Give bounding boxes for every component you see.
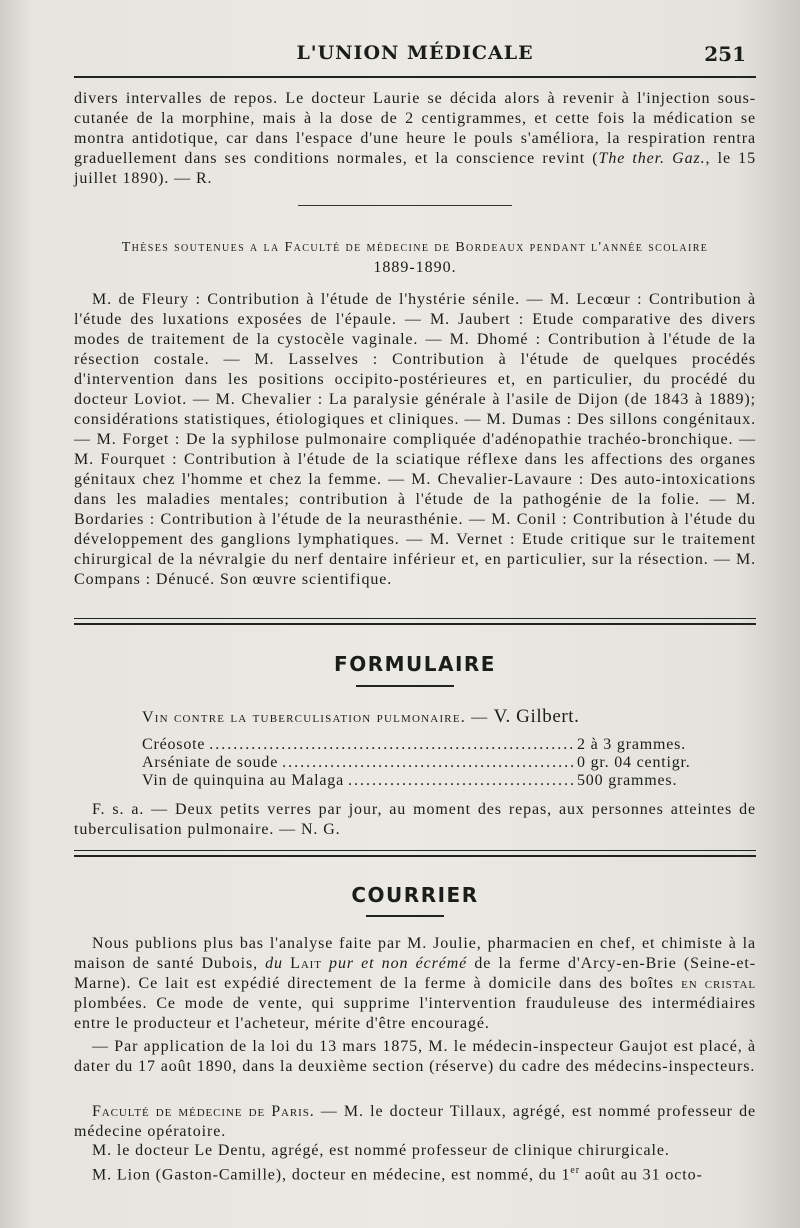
- courrier-text: Nous publions plus bas l'analyse faite par M. Joulie, pharmacien en chef, et chimiste à la maison de santé Dubois,: [74, 935, 756, 972]
- recipe-name: Vin contre la tuberculisation pulmonaire. —: [142, 709, 489, 726]
- recipe-author: V. Gilbert.: [493, 706, 580, 727]
- page-header: [74, 40, 756, 70]
- courrier-text: — M. le docteur Tillaux, agrégé, est nommé professeur de médecine opératoire.: [74, 1103, 756, 1140]
- instructions-text: F. s. a. — Deux petits verres par jour, au moment des repas, aux personnes atteintes de tuberculisation pulmonaire. — N. G.: [74, 801, 756, 838]
- theses-list: [74, 290, 756, 590]
- formulaire-heading: FORMULAIRE: [334, 652, 496, 676]
- courrier-text: août au 31 octo-: [579, 1166, 703, 1184]
- separator-rule: [298, 205, 512, 206]
- leader-dots: [209, 736, 573, 754]
- ingredient-name: Vin de quinquina au Malaga: [142, 772, 345, 789]
- courrier-text: — Par application de la loi du 13 mars 1875, M. le médecin-inspecteur Gaujot est placé, à dater du 17 août 1890, dans la deuxième section (réserve) du cadre des médecins-inspecteurs.: [74, 1038, 756, 1075]
- ingredient-row: [142, 772, 727, 790]
- faculty-name: Faculté de médecine de Paris.: [92, 1103, 315, 1120]
- ingredient-name: Créosote: [142, 736, 206, 753]
- courrier-paragraph-2: [74, 1037, 756, 1077]
- courrier-heading: COURRIER: [351, 883, 479, 907]
- courrier-paragraph-1: [74, 934, 756, 1034]
- intro-source: The ther. Gaz.: [598, 150, 706, 167]
- courrier-smallcaps: en cristal: [681, 975, 756, 992]
- header-rule: [74, 76, 756, 78]
- ingredient-quantity: 0 gr. 04 centigr.: [577, 754, 691, 771]
- ingredient-quantity: 2 à 3 grammes.: [577, 736, 686, 753]
- ingredient-row: [142, 736, 727, 754]
- leader-dots: [282, 754, 573, 772]
- courrier-text: M. le docteur Le Dentu, agrégé, est nommé professeur de clinique chirurgicale.: [92, 1142, 670, 1159]
- theses-title: Thèses soutenues a la Faculté de médecine de Bordeaux pendant l'année scolaire: [121, 240, 709, 255]
- courrier-paragraph-3: [74, 1102, 756, 1142]
- theses-year: 1889-1890.: [373, 259, 457, 276]
- recipe-instructions: [74, 800, 756, 840]
- courrier-paragraph-5: [74, 1161, 756, 1185]
- courrier-paragraph-4: [74, 1141, 756, 1161]
- ingredient-row: [142, 754, 727, 772]
- intro-paragraph: [74, 89, 756, 189]
- courrier-text: de la ferme d'Arcy-en-Brie (Seine-et-Marne). Ce lait est expédié directement de la ferme à domicile dans des boîtes: [74, 955, 756, 992]
- section-divider: [74, 850, 756, 857]
- recipe-title: [142, 706, 762, 728]
- courrier-italic: pur et non écrémé: [329, 955, 468, 972]
- running-title: L'UNION MÉDICALE: [296, 42, 534, 64]
- ingredient-list: [142, 736, 727, 790]
- courrier-smallcaps: Lait: [290, 955, 322, 972]
- ingredient-name: Arséniate de soude: [142, 754, 279, 771]
- intro-text: divers intervalles de repos. Le docteur Laurie se décida alors à revenir à l'injection sous-cutanée de la morphine, mais à la dose de 2 centigrammes, et cette fois la médication se montra antidotique, car dans l'espace d'une heure le pouls s'améliora, la respiration rentra graduellement dans ses conditions normales, et la conscience revint (: [74, 90, 756, 167]
- leader-dots: [348, 772, 573, 790]
- page-number: 251: [704, 42, 746, 66]
- courrier-italic: du: [265, 955, 283, 972]
- courrier-text: plombées. Ce mode de vente, qui supprime l'intervention frauduleuse des intermédiaires entre le producteur et l'acheteur, mérite d'être encouragé.: [74, 995, 756, 1032]
- section-divider: [74, 618, 756, 625]
- ingredient-quantity: 500 grammes.: [577, 772, 678, 789]
- superscript: er: [570, 1165, 580, 1176]
- formulaire-underline: [356, 685, 454, 687]
- courrier-text: M. Lion (Gaston-Camille), docteur en médecine, est nommé, du 1: [92, 1166, 571, 1184]
- courrier-underline: [366, 915, 444, 917]
- theses-body: M. de Fleury : Contribution à l'étude de l'hystérie sénile. — M. Lecœur : Contribution à l'étude des luxations exposées de l'épaule. — M. Jaubert : Etude comparative des divers modes de traitement de la cystocèle vaginale. — M. Dhomé : Contribution à l'étude de la résection costale. — M. Lasselves : Contribution à l'étude de quelques procédés d'intervention dans les positions occipito-postérieures et, en particulier, du procédé du docteur Loviot. — M. Chevalier : La paralysie générale à l'asile de Dijon (de 1843 à 1889); considérations statistiques, étiologiques et cliniques. — M. Dumas : Des sillons congénitaux. — M. Forget : De la syphilose pulmonaire compliquée d'adénopathie trachéo-bronchique. — M. Fourquet : Contribution à l'étude de la sciatique réflexe dans les affections des organes génitaux chez l'homme et chez la femme. — M. Chevalier-Lavaure : Des auto-intoxications dans les maladies mentales; contribution à l'étude de la pathogénie de la folie. — M. Bordaries : Contribution à l'étude de la neurasthénie. — M. Conil : Contribution à l'étude du développement des ganglions lymphatiques. — M. Vernet : Etude critique sur le traitement chirurgical de la névralgie du nerf dentaire inférieur et, en particulier, sur la résection. — M. Compans : Dénucé. Son œuvre scientifique.: [74, 291, 756, 588]
- intro-tail: , le 15 juillet 1890). — R.: [74, 150, 756, 187]
- theses-heading: [74, 238, 756, 278]
